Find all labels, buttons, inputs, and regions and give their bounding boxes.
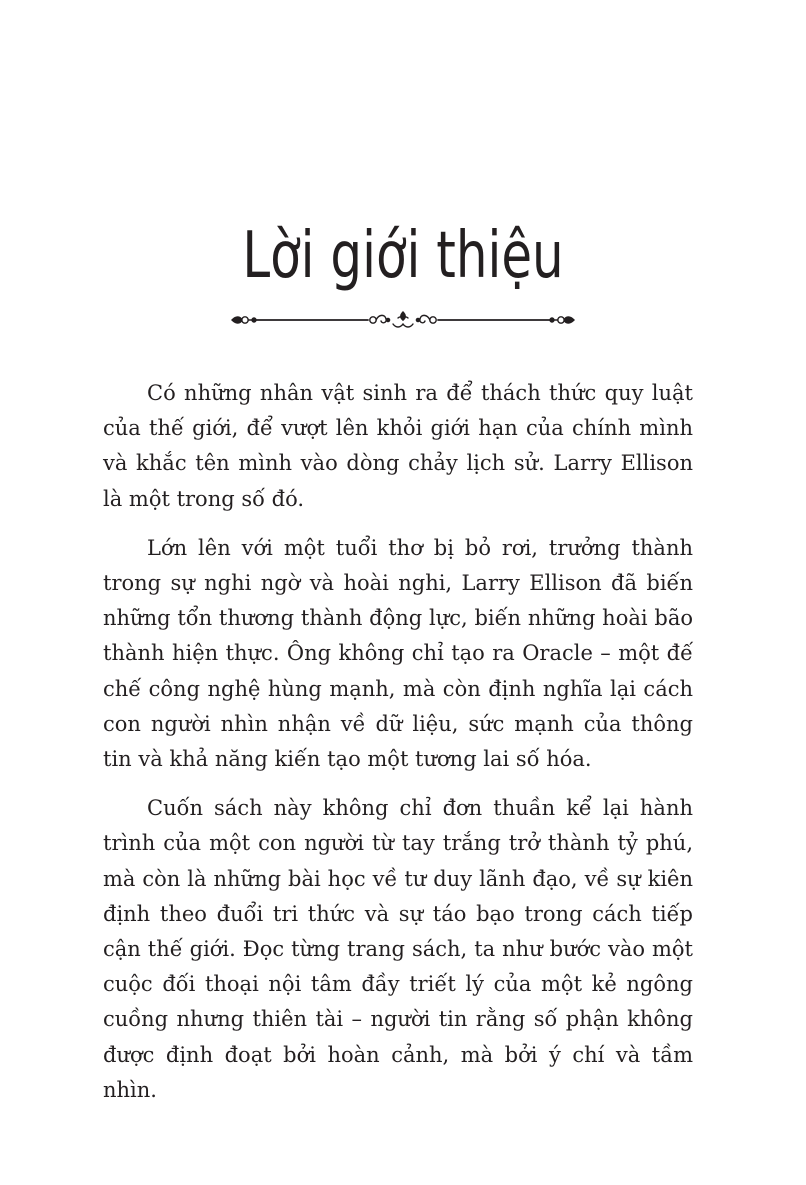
decorative-divider-icon	[228, 306, 578, 334]
page-title: Lời giới thiệu	[242, 219, 564, 293]
paragraph: Lớn lên với một tuổi thơ bị bỏ rơi, trưởng thành trong sự nghi ngờ và hoài nghi, Larry Ellison đã biến những tổn thương thành động lực, biến những hoài bão thành hiện thực. Ông không chỉ tạo ra Oracle – một đế chế công nghệ hùng mạnh, mà còn định nghĩa lại cách con người nhìn nhận về dữ liệu, sức mạnh của thông tin và khả năng kiến tạo một tương lai số hóa.	[103, 535, 693, 772]
paragraph: Có những nhân vật sinh ra để thách thức quy luật của thế giới, để vượt lên khỏi giới hạn của chính mình và khắc tên mình vào dòng chảy lịch sử. Larry Ellison là một trong số đó.	[103, 381, 693, 511]
intro-body	[103, 376, 693, 1122]
paragraph: Cuốn sách này không chỉ đơn thuần kể lại hành trình của một con người từ tay trắng trở thành tỷ phú, mà còn là những bài học về tư duy lãnh đạo, về sự kiên định theo đuổi tri thức và sự táo bạo trong cách tiếp cận thế giới. Đọc từng trang sách, ta như bước vào một cuộc đối thoại nội tâm đầy triết lý của một kẻ ngông cuồng nhưng thiên tài – người tin rằng số phận không được định đoạt bởi hoàn cảnh, mà bởi ý chí và tầm nhìn.	[103, 796, 693, 1102]
